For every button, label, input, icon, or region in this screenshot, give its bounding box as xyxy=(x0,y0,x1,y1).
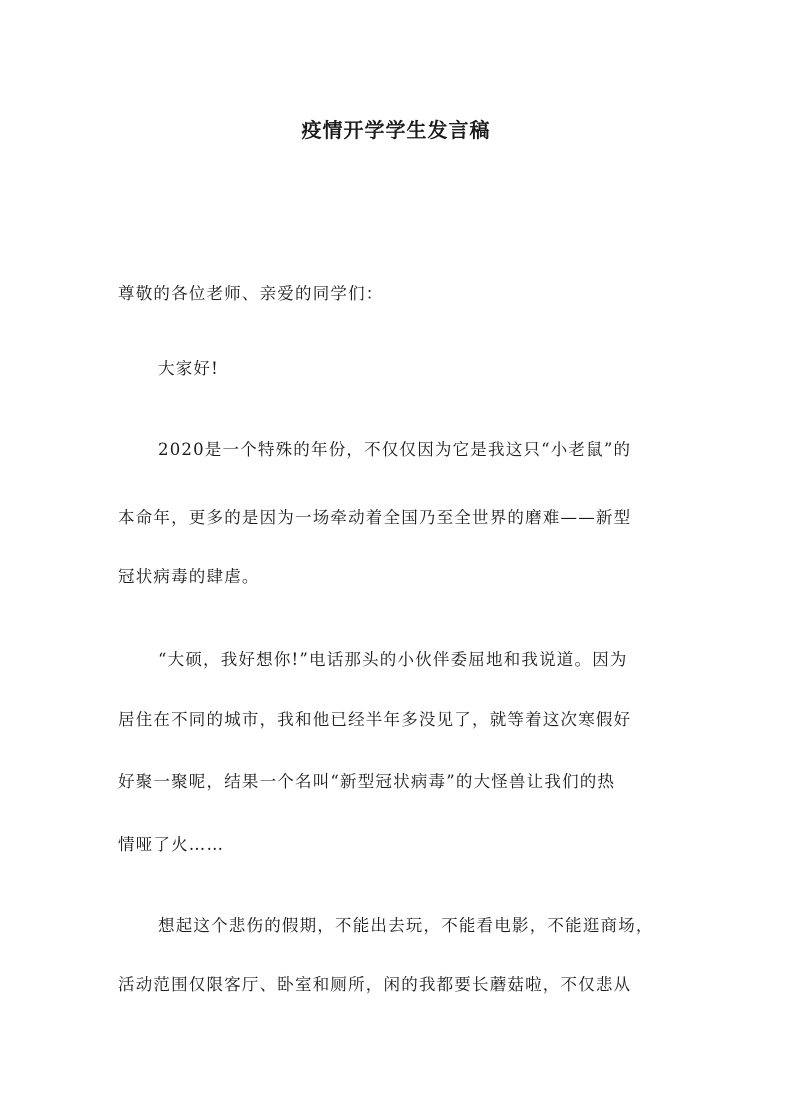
paragraph-3-line-1: 想起这个悲伤的假期，不能出去玩，不能看电影，不能逛商场， xyxy=(158,916,654,935)
greeting-line: 大家好! xyxy=(158,359,219,378)
paragraph-2-line-1: “大硕，我好想你!”电话那头的小伙伴委屈地和我说道。因为 xyxy=(158,650,628,669)
paragraph-3-line-2: 活动范围仅限客厅、卧室和厕所，闲的我都要长蘑菇啦，不仅悲从 xyxy=(118,975,632,994)
document-title: 疫情开学学生发言稿 xyxy=(301,118,491,142)
paragraph-2-line-2: 居住在不同的城市，我和他已经半年多没见了，就等着这次寒假好 xyxy=(118,710,632,729)
paragraph-1-line-1: 2020是一个特殊的年份，不仅仅因为它是我这只“小老鼠”的 xyxy=(158,440,632,459)
paragraph-2-line-3: 好聚一聚呢，结果一个名叫“新型冠状病毒”的大怪兽让我们的热 xyxy=(118,772,616,791)
paragraph-2-line-4: 情哑了火…… xyxy=(118,835,225,854)
salutation-line: 尊敬的各位老师、亲爱的同学们： xyxy=(118,284,384,303)
paragraph-1-line-2: 本命年，更多的是因为一场牵动着全国乃至全世界的磨难——新型 xyxy=(118,508,632,527)
paragraph-1-line-3: 冠状病毒的肆虐。 xyxy=(118,567,260,586)
